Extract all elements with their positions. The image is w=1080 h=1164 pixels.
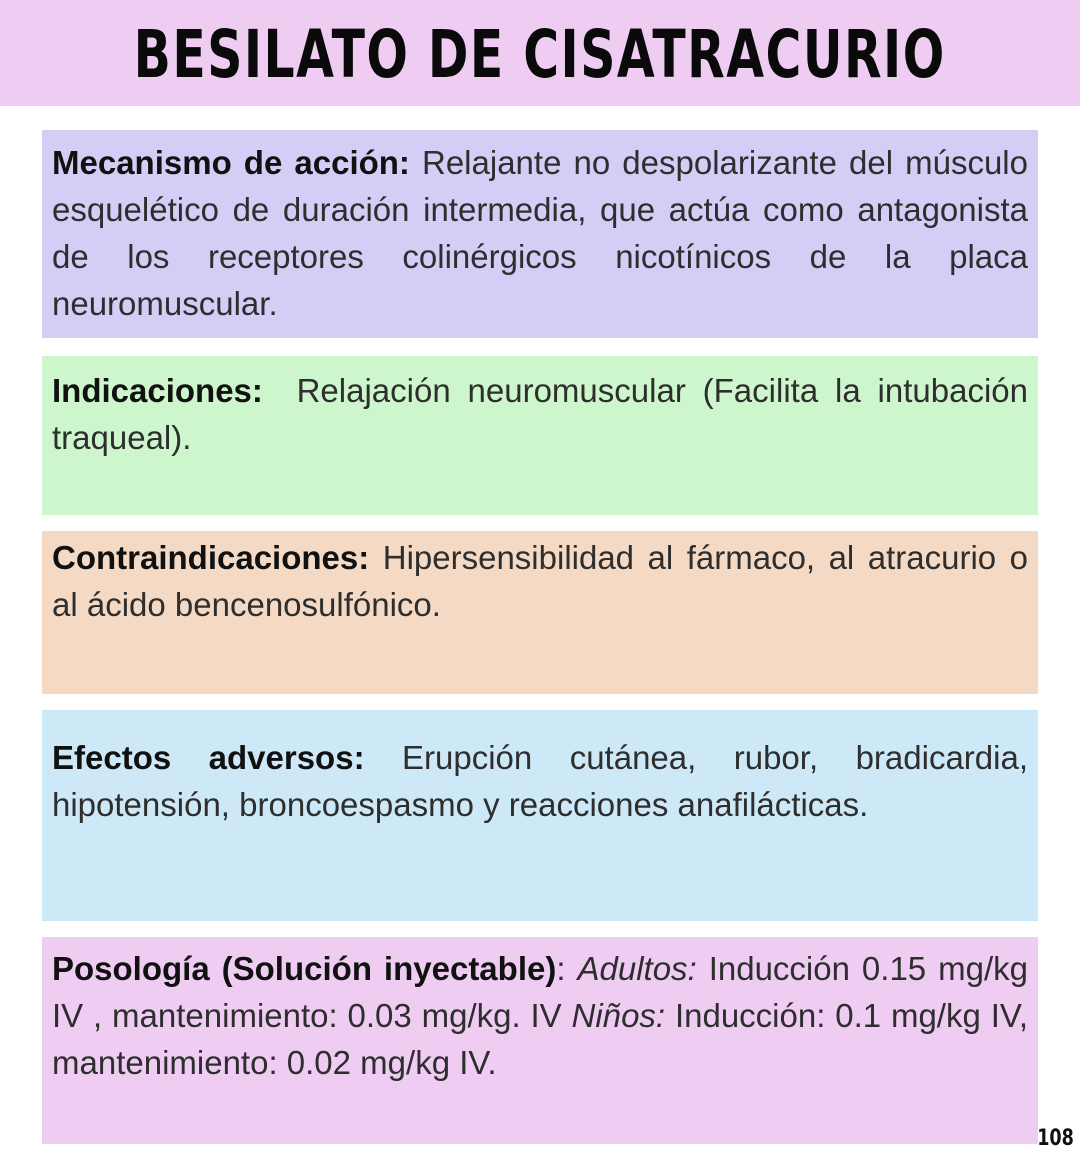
efectos-text: Erupción cutánea, rubor, bradicardia, hipotensión, broncoespasmo y reacciones anafilácticas. xyxy=(52,739,1028,823)
contraindicaciones-label: Contraindicaciones: xyxy=(52,539,370,576)
efectos-label: Efectos adversos: xyxy=(52,739,365,776)
mecanismo-text: Relajante no despolarizante del músculo esquelético de duración intermedia, que actúa como antagonista de los receptores colinérgicos nicotínicos de la placa neuromuscular. xyxy=(52,144,1028,322)
posologia-label: Posología (Solución inyectable) xyxy=(52,950,557,987)
posologia-section xyxy=(42,937,1038,1144)
page-title: BESILATO DE CISATRACURIO xyxy=(133,16,947,93)
mecanismo-label: Mecanismo de acción: xyxy=(52,144,410,181)
adultos-text: Inducción 0.15 mg/kg IV , mantenimiento: 0.03 mg/kg. IV xyxy=(52,950,1028,1034)
contraindicaciones-section xyxy=(42,531,1038,694)
efectos-section xyxy=(42,710,1038,921)
adultos-label: Adultos: xyxy=(577,950,697,987)
title-banner xyxy=(0,0,1080,106)
posologia-colon: : xyxy=(556,950,566,987)
page-number: 108 xyxy=(1037,1126,1074,1151)
ninos-label: Niños: xyxy=(571,997,666,1034)
indicaciones-label: Indicaciones: xyxy=(52,372,263,409)
mecanismo-section xyxy=(42,130,1038,338)
contraindicaciones-text: Hipersensibilidad al fármaco, al atracurio o al ácido bencenosulfónico. xyxy=(52,539,1028,623)
indicaciones-text: Relajación neuromuscular (Facilita la intubación traqueal). xyxy=(52,372,1028,456)
ninos-text: Inducción: 0.1 mg/kg IV, mantenimiento: 0.02 mg/kg IV. xyxy=(52,997,1029,1081)
indicaciones-section xyxy=(42,356,1038,515)
